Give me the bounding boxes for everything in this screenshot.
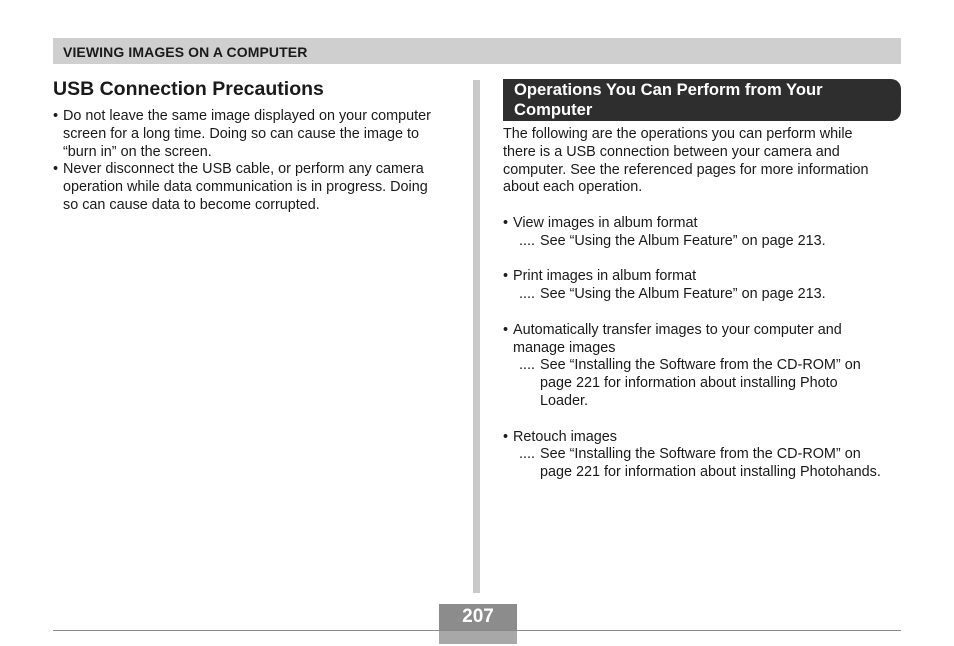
operations-intro: The following are the operations you can perform while there is a USB connection between your camera and computer. See the referenced pages for more information about each operation. — [503, 126, 869, 196]
page-number-box — [439, 604, 517, 644]
operation-reference: .... See “Installing the Software from the CD-ROM” on page 221 for information about installing Photo Loader. — [519, 357, 861, 409]
operation-item: • View images in album format .... See “Using the Album Feature” on page 213. — [503, 215, 903, 251]
operation-reference: .... See “Installing the Software from the CD-ROM” on page 221 for information about installing Photohands. — [519, 446, 881, 481]
bullet-icon: • — [503, 268, 509, 285]
bullet-icon: • — [503, 321, 509, 338]
precautions-list — [53, 108, 458, 215]
bullet-icon: • — [53, 161, 59, 178]
column-divider — [473, 80, 480, 593]
operation-item: • Print images in album format .... See “Using the Album Feature” on page 213. — [503, 268, 903, 304]
bullet-icon: • — [53, 108, 59, 124]
section-header-bar — [53, 38, 901, 64]
operation-item: • Retouch images .... See “Installing the Software from the CD-ROM” on page 221 for information about installing Photohands. — [503, 429, 903, 482]
operation-reference: .... See “Using the Album Feature” on page 213. — [519, 286, 826, 303]
left-column — [53, 76, 458, 215]
bullet-icon: • — [503, 214, 509, 231]
operation-item: • Automatically transfer images to your computer and manage images .... See “Installing the Software from the CD-ROM” on page 221 for information about installing Photo Loader. — [503, 322, 903, 411]
page-number: 207 — [439, 604, 517, 630]
operation-reference: .... See “Using the Album Feature” on page 213. — [519, 232, 826, 249]
precaution-item: • Do not leave the same image displayed on your computer screen for a long time. Doing so can cause the image to “burn in” on the screen. — [53, 108, 431, 160]
operations-list — [503, 215, 903, 482]
operations-heading: Operations You Can Perform from Your Computer — [503, 79, 901, 121]
section-header-title: VIEWING IMAGES ON A COMPUTER — [63, 44, 308, 60]
usb-precautions-title: USB Connection Precautions — [53, 78, 324, 100]
right-column — [503, 79, 903, 500]
precaution-item: • Never disconnect the USB cable, or perform any camera operation while data communication is in progress. Doing so can cause data to become corrupted. — [53, 161, 428, 213]
page-number-tab — [439, 631, 517, 644]
bullet-icon: • — [503, 428, 509, 445]
